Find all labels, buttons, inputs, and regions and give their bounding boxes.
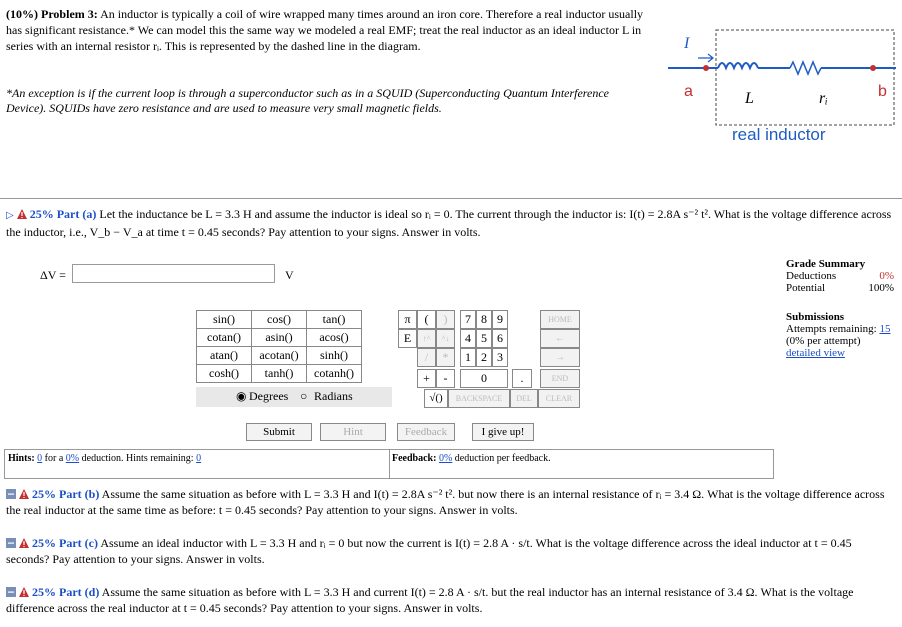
key-plus[interactable]: + [417, 369, 436, 388]
radio-radians[interactable]: ○ [300, 389, 308, 403]
key-e[interactable]: E [398, 329, 417, 348]
key-lparen[interactable]: ( [417, 310, 436, 329]
key-dot[interactable]: . [512, 369, 532, 388]
feedback-pct: 0% [438, 453, 453, 464]
part-b-percent: 25% Part (b) [32, 487, 100, 501]
node-a-label: a [684, 83, 693, 100]
feedback-label: Feedback: [392, 453, 437, 464]
problem-text: An inductor is typically a coil of wire wrapped many times around an iron core. Therefore a real inductor usually has significant resistance.* We can model this the same way we modeled a real EMF; treat the real inductor as an ideal inductor L in series with an internal resistor rᵢ. This is represented by the dashed line in the diagram. [6, 7, 644, 53]
key-multiply[interactable]: * [436, 348, 455, 367]
part-c [6, 535, 896, 567]
key-del[interactable]: DEL [510, 389, 538, 408]
collapse-icon[interactable] [6, 538, 16, 548]
key-4[interactable]: 4 [460, 329, 476, 348]
hints-label: Hints: [8, 453, 35, 464]
per-attempt: (0% per attempt) [786, 335, 861, 347]
part-b [6, 486, 896, 518]
feedback-bar: Feedback: 0% deduction per feedback. [389, 449, 774, 479]
attempts-value: 15 [879, 323, 891, 335]
key-power-up[interactable]: ↑^ [417, 329, 436, 348]
warning-icon [19, 538, 29, 548]
key-tan[interactable]: tan() [307, 311, 362, 329]
resistor-icon [790, 62, 821, 74]
key-asin[interactable]: asin() [252, 329, 307, 347]
submit-button[interactable]: Submit [246, 423, 312, 441]
part-b-text: Assume the same situation as before with L = 3.3 H and I(t) = 2.8A s⁻² t². but now there is an internal resistance of rᵢ = 3.4 Ω. What is the voltage difference across the real inductor at the same time as before: t = 0.45 seconds? Pay attention to your signs. Answer in volts. [6, 487, 885, 517]
function-keys [196, 310, 362, 383]
warning-icon [19, 489, 29, 499]
key-clear[interactable]: CLEAR [538, 389, 580, 408]
grade-summary-title: Grade Summary [786, 258, 866, 270]
part-a-percent: 25% Part (a) [29, 207, 97, 221]
key-7[interactable]: 7 [460, 310, 476, 329]
deductions-label: Deductions [786, 270, 837, 282]
key-sqrt[interactable]: √() [424, 389, 448, 408]
current-label: I [684, 35, 690, 52]
answer-input[interactable] [72, 264, 275, 283]
hints-bar: Hints: 0 for a 0% deduction. Hints remaining: 0 [4, 449, 389, 479]
answer-unit: V [285, 268, 294, 282]
part-a-text: Let the inductance be L = 3.3 H and assume the inductor is ideal so rᵢ = 0. The current through the inductor is: I(t) = 2.8A s⁻² t². What is the voltage difference across the inductor, i.e., V_b − V_a at time t = 0.45 seconds? Pay attention to your signs. Answer in volts. [6, 207, 892, 239]
part-a [6, 206, 896, 240]
deductions-value: 0% [879, 270, 894, 282]
resistor-label: rᵢ [819, 90, 828, 107]
angle-mode [196, 387, 392, 407]
give-up-button[interactable]: I give up! [472, 423, 534, 441]
key-6[interactable]: 6 [492, 329, 508, 348]
divider [0, 198, 902, 199]
key-acos[interactable]: acos() [307, 329, 362, 347]
degrees-label: Degrees [249, 389, 289, 403]
part-c-percent: 25% Part (c) [32, 536, 98, 550]
key-cotan[interactable]: cotan() [197, 329, 252, 347]
submissions [786, 311, 896, 359]
key-acotan[interactable]: acotan() [252, 347, 307, 365]
key-tanh[interactable]: tanh() [252, 365, 307, 383]
node-a [703, 65, 709, 71]
key-right[interactable]: → [540, 348, 580, 367]
current-arrow-icon [698, 54, 713, 62]
key-rparen[interactable]: ) [436, 310, 455, 329]
inductor-coil-icon [718, 63, 758, 68]
key-cosh[interactable]: cosh() [197, 365, 252, 383]
problem-header: (10%) Problem 3: [6, 7, 98, 21]
submissions-title: Submissions [786, 311, 845, 323]
key-sinh[interactable]: sinh() [307, 347, 362, 365]
hints-count: 0 [37, 453, 43, 464]
problem-statement [6, 6, 646, 54]
key-0[interactable]: 0 [460, 369, 508, 388]
real-inductor-diagram [668, 20, 898, 150]
key-1[interactable]: 1 [460, 348, 476, 367]
key-3[interactable]: 3 [492, 348, 508, 367]
potential-value: 100% [868, 282, 894, 294]
dashed-box [716, 30, 894, 125]
key-end[interactable]: END [540, 369, 580, 388]
key-5[interactable]: 5 [476, 329, 492, 348]
node-b-label: b [878, 83, 887, 100]
key-sin[interactable]: sin() [197, 311, 252, 329]
part-d [6, 584, 896, 616]
hint-button[interactable]: Hint [320, 423, 386, 441]
collapse-icon[interactable] [6, 489, 16, 499]
warning-icon [17, 209, 27, 219]
key-8[interactable]: 8 [476, 310, 492, 329]
diagram-caption: real inductor [732, 125, 826, 144]
answer-label: ΔV = [40, 268, 66, 282]
potential-label: Potential [786, 282, 826, 294]
detailed-view-link[interactable]: detailed view [786, 347, 845, 359]
warning-icon [19, 587, 29, 597]
inductor-label: L [745, 90, 754, 107]
key-power-down[interactable]: ^↓ [436, 329, 455, 348]
radians-label: Radians [314, 389, 353, 403]
key-cotanh[interactable]: cotanh() [307, 365, 362, 383]
attempts-label: Attempts remaining: [786, 323, 877, 335]
problem-note: *An exception is if the current loop is through a superconductor such as in a SQUID (Superconducting Quantum Interference Device). SQUIDs have zero resistance and are used to measure very small magnetic fields. [6, 86, 610, 115]
key-9[interactable]: 9 [492, 310, 508, 329]
key-backspace[interactable]: BACKSPACE [448, 389, 510, 408]
key-cos[interactable]: cos() [252, 311, 307, 329]
key-home[interactable]: HOME [540, 310, 580, 329]
expand-arrow-icon[interactable]: ▷ [6, 210, 14, 221]
hints-pct: 0% [65, 453, 80, 464]
key-divide[interactable]: / [417, 348, 436, 367]
part-c-text: Assume an ideal inductor with L = 3.3 H and rᵢ = 0 but now the current is I(t) = 2.8 A · s/t. What is the voltage difference across the ideal inductor at t = 0.45 seconds? Pay attention to your signs. Answer in volts. [6, 536, 852, 566]
key-atan[interactable]: atan() [197, 347, 252, 365]
collapse-icon[interactable] [6, 587, 16, 597]
key-2[interactable]: 2 [476, 348, 492, 367]
key-left[interactable]: ← [540, 329, 580, 348]
node-b [870, 65, 876, 71]
hints-remaining: 0 [196, 453, 202, 464]
part-d-percent: 25% Part (d) [32, 585, 100, 599]
key-pi[interactable]: π [398, 310, 417, 329]
part-d-text: Assume the same situation as before with L = 3.3 H and current I(t) = 2.8 A · s/t. but the real inductor has an internal resistance of 3.4 Ω. What is the voltage difference across the real inductor at t = 0.45 seconds? Pay attention to your signs. Answer in volts. [6, 585, 854, 615]
grade-summary [786, 258, 894, 294]
key-minus[interactable]: - [436, 369, 455, 388]
radio-degrees[interactable]: ◉ [236, 389, 247, 403]
feedback-button[interactable]: Feedback [397, 423, 455, 441]
